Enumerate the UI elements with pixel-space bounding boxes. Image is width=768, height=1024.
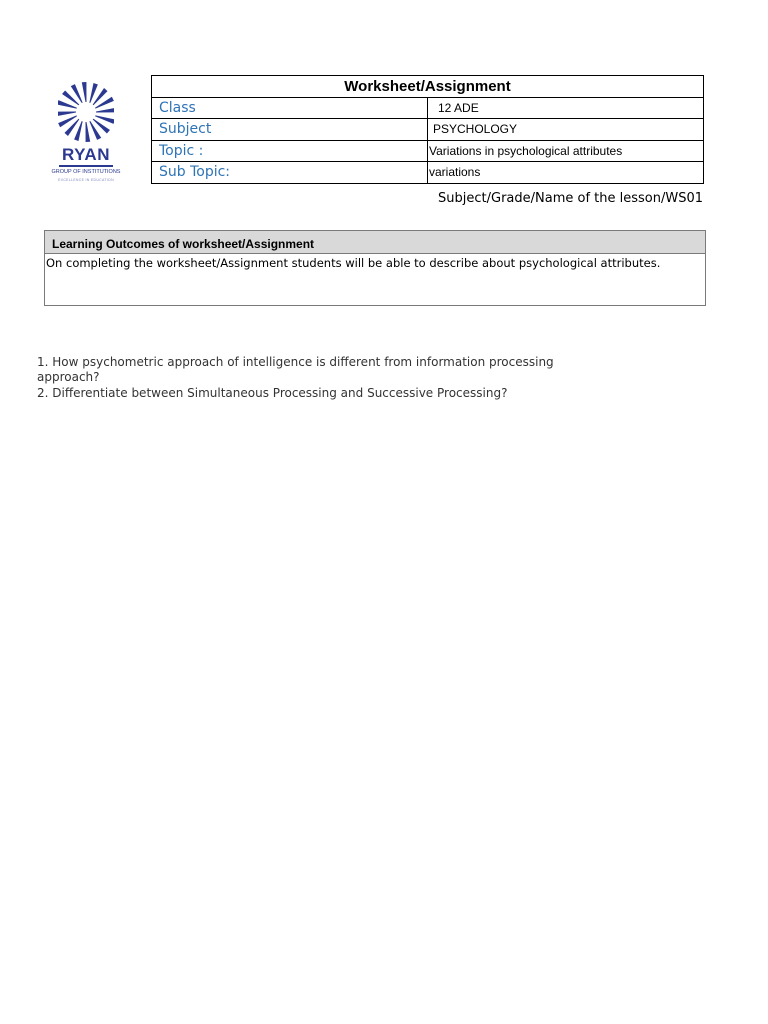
logo-rule	[59, 165, 113, 167]
subtopic-value: variations	[428, 162, 704, 184]
sunburst-logo-icon	[58, 80, 114, 144]
learning-outcomes-box	[44, 230, 706, 306]
question-item: 2. Differentiate between Simultaneous Processing and Successive Processing?	[37, 386, 508, 400]
logo-tagline: EXCELLENCE IN EDUCATION	[58, 178, 114, 182]
question-item: 1. How psychometric approach of intelligence is different from information processing approach?	[37, 355, 554, 384]
info-row-topic	[152, 140, 704, 162]
subtopic-label: Sub Topic:	[152, 162, 428, 184]
logo-ray	[58, 112, 76, 117]
logo-ray	[96, 108, 114, 113]
info-row-subtopic	[152, 162, 704, 184]
worksheet-info-table	[151, 75, 704, 184]
info-row-class	[152, 97, 704, 119]
learning-outcomes-text: On completing the worksheet/Assignment students will be able to describe about psychological attributes.	[46, 256, 661, 270]
logo-brand: RYAN	[62, 145, 110, 164]
worksheet-title: Worksheet/Assignment	[152, 76, 704, 98]
lesson-reference: Subject/Grade/Name of the lesson/WS01	[438, 191, 703, 206]
class-value: 12 ADE	[428, 97, 704, 119]
topic-label: Topic :	[152, 140, 428, 162]
ryan-logo	[38, 80, 134, 196]
info-title-row	[152, 76, 704, 98]
info-row-subject	[152, 119, 704, 141]
learning-outcomes-heading: Learning Outcomes of worksheet/Assignment	[45, 231, 705, 254]
subject-label: Subject	[152, 119, 428, 141]
logo-ray	[86, 122, 91, 142]
subject-value: PSYCHOLOGY	[428, 119, 704, 141]
topic-value: Variations in psychological attributes	[428, 140, 704, 162]
logo-ray	[82, 82, 87, 102]
question-list	[37, 355, 597, 402]
logo-subtitle: GROUP OF INSTITUTIONS	[51, 169, 121, 175]
class-label: Class	[152, 97, 428, 119]
